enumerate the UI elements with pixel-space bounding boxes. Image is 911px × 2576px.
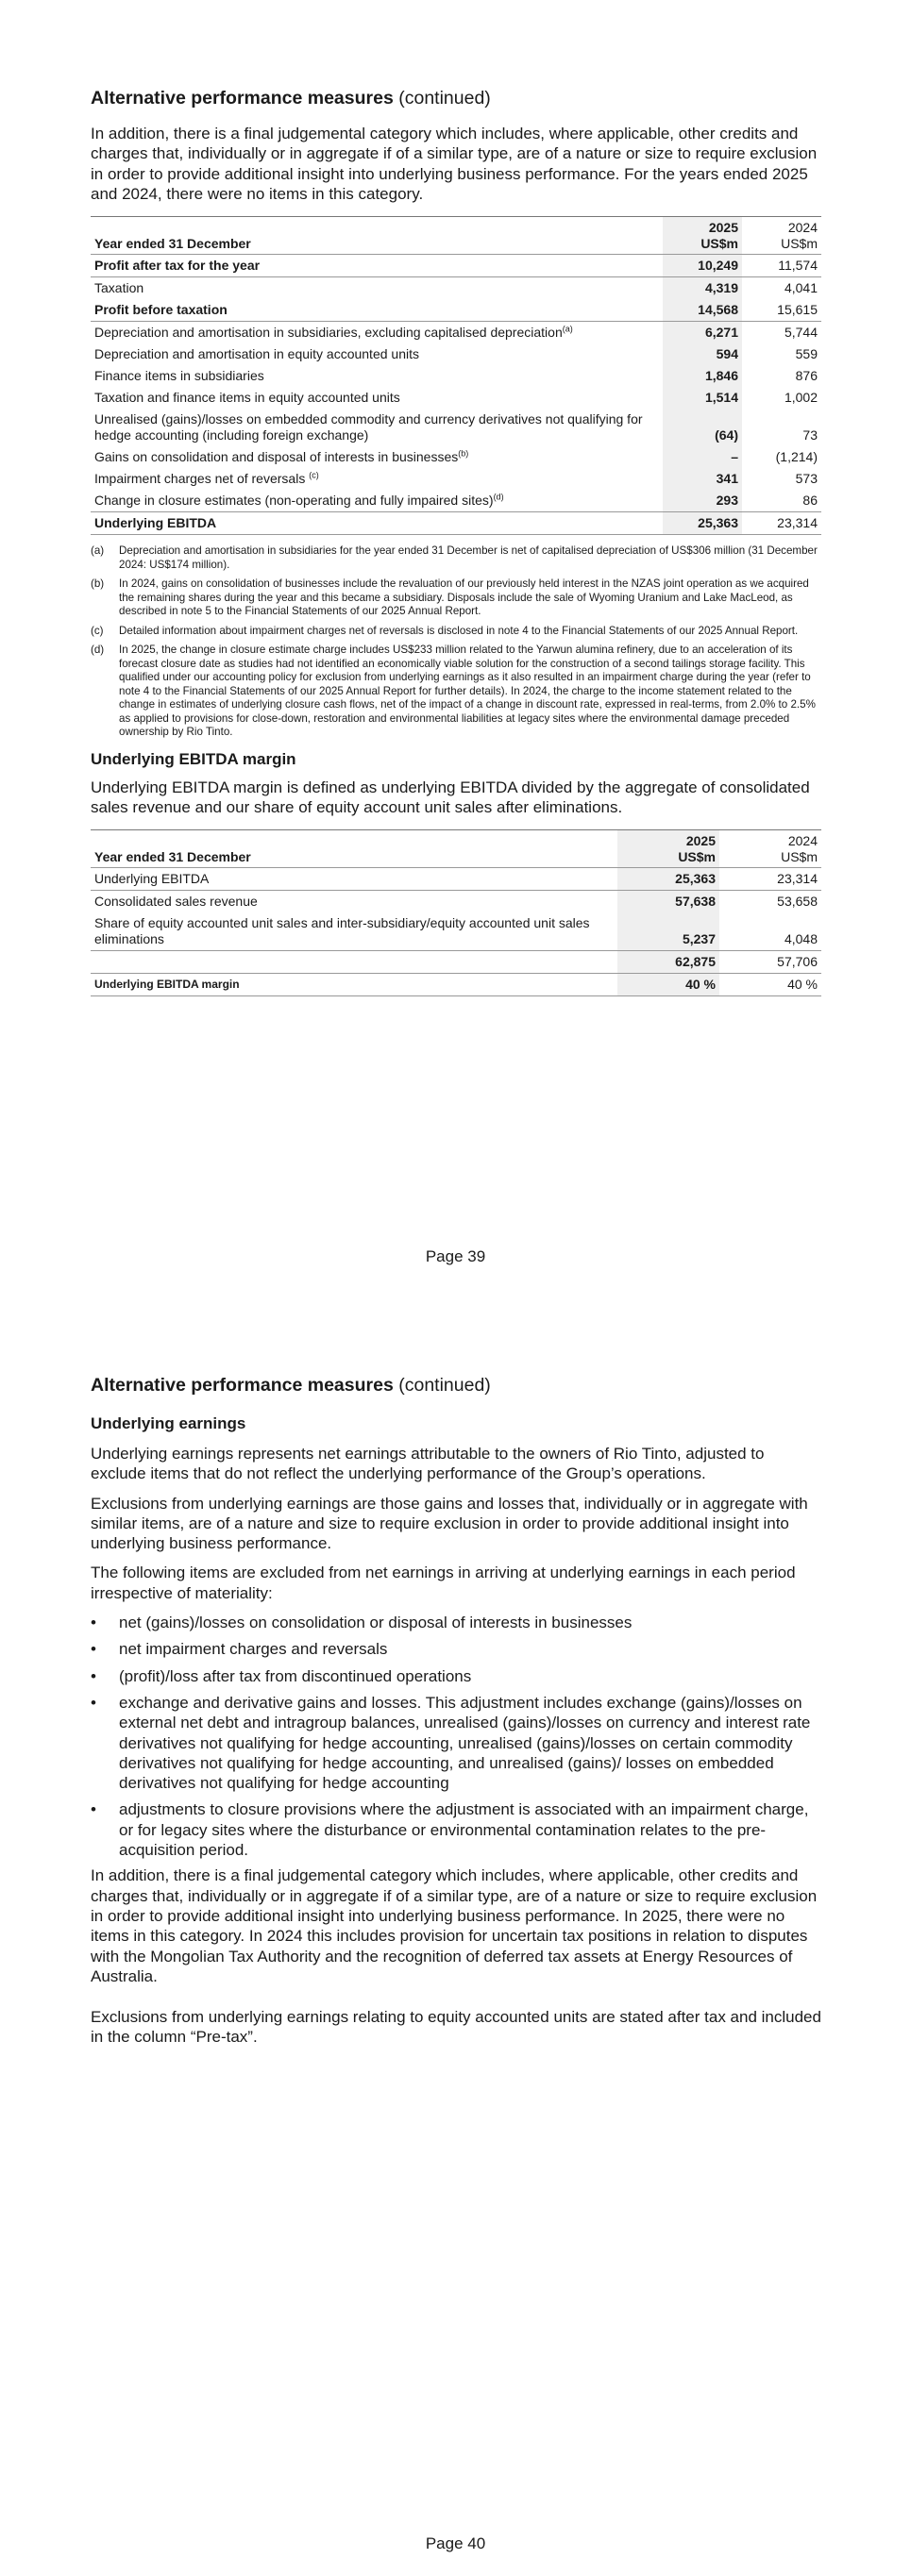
value-2025: 293 bbox=[663, 490, 742, 512]
ebitda-margin-table bbox=[91, 829, 821, 996]
row-label-text: Impairment charges net of reversals bbox=[94, 471, 310, 487]
value-2024: 23,314 bbox=[742, 512, 821, 535]
table-row bbox=[91, 277, 821, 300]
footnote-key: (a) bbox=[91, 544, 105, 558]
row-label: Profit after tax for the year bbox=[91, 255, 663, 277]
header-2025: 2025 US$m bbox=[663, 217, 742, 255]
margin-intro: Underlying EBITDA margin is defined as underlying EBITDA divided by the aggregate of consolidated sales revenue and our share of equity account unit sales after eliminations. bbox=[91, 778, 810, 816]
exclusion-bullet-list bbox=[91, 1613, 821, 1860]
page-40-content bbox=[91, 1374, 821, 2048]
value-2025: (64) bbox=[663, 409, 742, 446]
row-label bbox=[91, 322, 663, 344]
table-row bbox=[91, 512, 821, 535]
row-label bbox=[91, 490, 663, 512]
table-row bbox=[91, 974, 821, 996]
footnote-text: In 2024, gains on consolidation of businesses include the revaluation of our previously held interest in the NZAS joint operation as we acquired the remaining shares during the year and this became a subsidiary. Disposals include the sale of Wyoming Uranium and Lake MacLeod, as described in note 5 to the Financial Statements of our 2025 Annual Report. bbox=[119, 577, 809, 618]
bullet-text: net (gains)/losses on consolidation or disposal of interests in businesses bbox=[119, 1614, 633, 1632]
footnote bbox=[91, 625, 821, 639]
bullet-marker: • bbox=[91, 1693, 96, 1712]
value-2024: 11,574 bbox=[742, 255, 821, 277]
footnote-key: (c) bbox=[91, 624, 104, 637]
value-2025: 10,249 bbox=[663, 255, 742, 277]
value-2024: 1,002 bbox=[784, 390, 818, 406]
table-row bbox=[91, 891, 821, 913]
value-2024: 876 bbox=[795, 368, 818, 384]
table-row bbox=[91, 912, 821, 951]
table-row bbox=[91, 490, 821, 512]
footnote-text: Detailed information about impairment charges net of reversals is disclosed in note 4 to the Financial Statements of our 2025 Annual Report. bbox=[119, 624, 799, 637]
footnote bbox=[91, 577, 821, 619]
header-label: Year ended 31 December bbox=[91, 217, 663, 255]
paragraph: Exclusions from underlying earnings are those gains and losses that, individually or in aggregate with similar items, are of a nature and size to require exclusion in order to provide additional insight into underlying business performance. bbox=[91, 1494, 808, 1553]
value-2024: 53,658 bbox=[777, 894, 818, 910]
table-row bbox=[91, 322, 821, 344]
bullet-item bbox=[91, 1639, 821, 1659]
value-2025: 6,271 bbox=[663, 322, 742, 344]
value-2024: 573 bbox=[795, 471, 818, 487]
table-row bbox=[91, 951, 821, 974]
page-39-content bbox=[91, 87, 821, 996]
value-2024: 86 bbox=[742, 490, 821, 512]
value-2024: 559 bbox=[795, 346, 818, 362]
row-label: Unrealised (gains)/losses on embedded commodity and currency derivatives not qualifying for hedge accounting (including foreign exchange) bbox=[94, 411, 643, 443]
row-label: Underlying EBITDA bbox=[91, 868, 617, 891]
row-label bbox=[91, 446, 663, 468]
bullet-item bbox=[91, 1613, 821, 1632]
bullet-text: exchange and derivative gains and losses. This adjustment includes exchange (gains)/losses on external net debt and intragroup balances, unrealised (gains)/losses on currency and interest rate derivatives not qualifying for hedge accounting, unrealised (gains)/losses on certain commodity derivatives not qualifying for hedge accounting, and unrealised (gains)/ losses on embedded derivatives not qualifying for hedge accounting bbox=[119, 1693, 811, 1793]
row-label: Underlying EBITDA bbox=[91, 512, 663, 535]
bullet-item bbox=[91, 1693, 821, 1793]
table-row bbox=[91, 387, 821, 409]
row-label: Depreciation and amortisation in equity accounted units bbox=[94, 346, 419, 362]
header-2024: 2024 US$m bbox=[719, 830, 821, 868]
bullet-marker: • bbox=[91, 1614, 96, 1632]
table-row bbox=[91, 343, 821, 365]
footnote-ref: (c) bbox=[309, 470, 319, 480]
value-2025: – bbox=[663, 446, 742, 468]
table-header-row bbox=[91, 830, 821, 868]
value-2025: 25,363 bbox=[663, 512, 742, 535]
table-row bbox=[91, 365, 821, 387]
footnote-text: In 2025, the change in closure estimate charge includes US$233 million related to the Yarwun alumina refinery, due to an acceleration of its forecast closure date as studies had not identified an economically viable solution for the construction of a second tailings storage facility. This qualified under our accounting policy for exclusion from underlying earnings as it also resulted in an impairment charge during the year (refer to note 4 to the Financial Statements of our 2025 Annual Report for further details). In 2024, the charge to the income statement related to the change in estimates of underlying closure cash flows, net of the impact of a change in discount rate, expressed in real-terms, from 2.0% to 2.5% as applied to provisions for close-down, restoration and environmental liabilities at legacy sites where the environmental damage preceded ownership by Rio Tinto. bbox=[119, 644, 816, 739]
page-39 bbox=[0, 0, 911, 1283]
bullet-item bbox=[91, 1799, 821, 1860]
row-label: Finance items in subsidiaries bbox=[94, 368, 264, 384]
table-row bbox=[91, 446, 821, 468]
row-label-text: Gains on consolidation and disposal of interests in businesses bbox=[94, 449, 459, 465]
value-2025: 57,638 bbox=[617, 891, 719, 913]
closing-paragraph: In addition, there is a final judgemental category which includes, where applicable, other credits and charges that, individually or in aggregate if of a similar type, are of a nature or size to require exclusion in order to provide additional insight into underlying business performance. In 2025, there were no items in this category. In 2024 this includes provision for uncertain tax positions in relation to disputes with the Mongolian Tax Authority and the recognition of deferred tax assets at Energy Resources of Australia. bbox=[91, 1866, 818, 1985]
intro-paragraph: In addition, there is a final judgemental category which includes, where applicable, other credits and charges that, individually or in aggregate if of a similar type, are of a nature or size to require exclusion in order to provide additional insight into underlying business performance. For the years ended 2025 and 2024, there were no items in this category. bbox=[91, 125, 818, 203]
row-label: Taxation and finance items in equity accounted units bbox=[94, 390, 400, 406]
value-2024: 73 bbox=[802, 427, 818, 443]
page-heading: Alternative performance measures (continued) bbox=[91, 1375, 491, 1396]
bullet-text: (profit)/loss after tax from discontinued operations bbox=[119, 1666, 472, 1685]
row-label: Taxation bbox=[94, 280, 144, 296]
row-label-text: Depreciation and amortisation in subsidiaries, excluding capitalised depreciation bbox=[94, 325, 563, 341]
footnote bbox=[91, 644, 821, 740]
bullet-marker: • bbox=[91, 1640, 96, 1659]
value-2024: 40 % bbox=[719, 974, 821, 996]
footnote-key: (d) bbox=[91, 644, 105, 657]
table-row bbox=[91, 409, 821, 446]
bullet-marker: • bbox=[91, 1800, 96, 1819]
table-header-row bbox=[91, 217, 821, 255]
row-label-text: Change in closure estimates (non-operating and fully impaired sites) bbox=[94, 493, 494, 509]
header-2025: 2025 US$m bbox=[617, 830, 719, 868]
bullet-text: net impairment charges and reversals bbox=[119, 1640, 388, 1659]
footnote-ref: (a) bbox=[562, 324, 573, 334]
value-2025: 14,568 bbox=[663, 299, 742, 322]
footnote bbox=[91, 544, 821, 572]
bullet-text: adjustments to closure provisions where the adjustment is associated with an impairment charge, or for legacy sites where the disturbance or environmental contamination relates to the pre-acquisition period. bbox=[119, 1800, 809, 1860]
footnote-key: (b) bbox=[91, 577, 105, 591]
value-2024: 4,048 bbox=[719, 912, 821, 951]
paragraph: The following items are excluded from net earnings in arriving at underlying earnings in each period irrespective of materiality: bbox=[91, 1564, 796, 1602]
bullet-item bbox=[91, 1666, 821, 1686]
value-2024: 4,041 bbox=[784, 280, 818, 296]
value-2025: 62,875 bbox=[617, 951, 719, 974]
paragraph: Underlying earnings represents net earnings attributable to the owners of Rio Tinto, adjusted to exclude items that do not reflect the underlying performance of the Group’s operations. bbox=[91, 1445, 765, 1483]
footnotes bbox=[91, 544, 821, 740]
bullet-marker: • bbox=[91, 1666, 96, 1685]
footnote-text: Depreciation and amortisation in subsidiaries for the year ended 31 December is net of capitalised depreciation of US$306 million (31 December 2024: US$174 million). bbox=[119, 544, 818, 571]
row-label: Profit before taxation bbox=[91, 299, 663, 322]
value-2024: 23,314 bbox=[719, 868, 821, 891]
value-2024: 5,744 bbox=[784, 325, 818, 341]
value-2024: (1,214) bbox=[775, 449, 818, 465]
table-row bbox=[91, 868, 821, 891]
final-paragraph: Exclusions from underlying earnings relating to equity accounted units are stated after tax and included in the column “Pre-tax”. bbox=[91, 2008, 821, 2047]
row-label bbox=[91, 468, 663, 490]
value-2025: 1,846 bbox=[663, 365, 742, 387]
value-2025: 5,237 bbox=[617, 912, 719, 951]
value-2024: 15,615 bbox=[742, 299, 821, 322]
margin-heading: Underlying EBITDA margin bbox=[91, 749, 296, 768]
row-label: Consolidated sales revenue bbox=[94, 894, 258, 910]
value-2025: 40 % bbox=[617, 974, 719, 996]
table-row bbox=[91, 468, 821, 490]
row-label: Share of equity accounted unit sales and inter-subsidiary/equity accounted unit sales eliminations bbox=[91, 912, 617, 951]
value-2025: 25,363 bbox=[617, 868, 719, 891]
footnote-ref: (b) bbox=[458, 448, 469, 459]
value-2025: 594 bbox=[663, 343, 742, 365]
value-2024: 57,706 bbox=[719, 951, 821, 974]
value-2025: 1,514 bbox=[663, 387, 742, 409]
page-number: Page 40 bbox=[425, 2534, 486, 2552]
page-heading: Alternative performance measures (continued) bbox=[91, 88, 491, 109]
table-row bbox=[91, 255, 821, 277]
value-2025: 4,319 bbox=[663, 277, 742, 300]
page-40 bbox=[0, 1283, 911, 2576]
row-label: Underlying EBITDA margin bbox=[91, 974, 617, 996]
page-number: Page 39 bbox=[425, 1247, 486, 1265]
ebitda-reconciliation-table bbox=[91, 216, 821, 535]
header-label: Year ended 31 December bbox=[91, 830, 617, 868]
header-2024: 2024 US$m bbox=[742, 217, 821, 255]
value-2025: 341 bbox=[663, 468, 742, 490]
row-label bbox=[91, 951, 617, 974]
table-row bbox=[91, 299, 821, 322]
underlying-earnings-heading: Underlying earnings bbox=[91, 1414, 246, 1432]
footnote-ref: (d) bbox=[493, 492, 504, 502]
